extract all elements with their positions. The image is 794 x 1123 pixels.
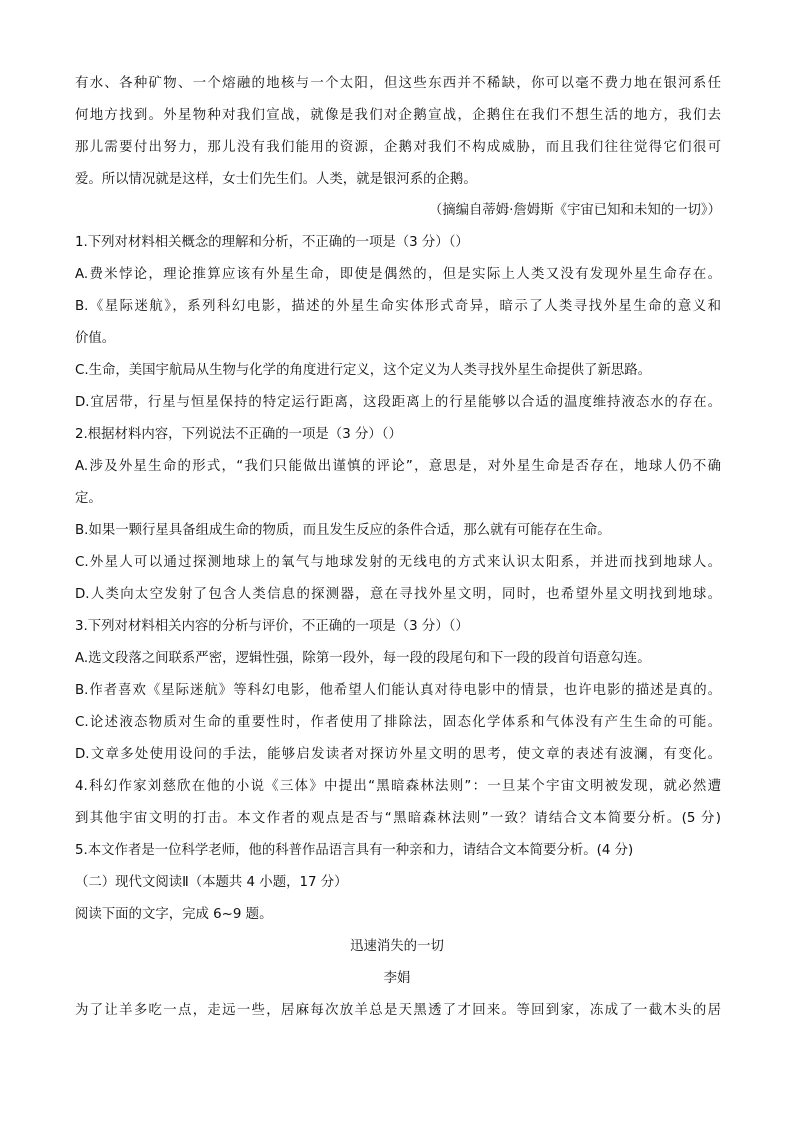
- question-2-option-a: A.涉及外星生命的形式，“我们只能做出谨慎的评论”，意思是，对外星生命是否存在，地球人仍不确: [75, 459, 721, 474]
- question-1-option-c: C.生命，美国宇航局从生物与化学的角度进行定义，这个定义为人类寻找外星生命提供了新思路。: [75, 363, 652, 378]
- question-1-option-a: A.费米悖论，理论推算应该有外星生命，即使是偶然的，但是实际上人类又没有发现外星生命存在。: [75, 267, 721, 282]
- body-line: 何地方找到。外星物种对我们宣战，就像是我们对企鹅宣战，企鹅住在我们不想生活的地方，我们去: [75, 108, 721, 123]
- article-author: 李娟: [383, 971, 411, 986]
- body-line: 那儿需要付出努力，那儿没有我们能用的资源，企鹅对我们不构成威胁，而且我们往往觉得它们很可: [75, 140, 721, 155]
- question-1-option-d: D.宜居带，行星与恒星保持的特定运行距离，这段距离上的行星能够以合适的温度维持液态水的存在。: [75, 395, 721, 410]
- question-3-option-a: A.选文段落之间联系严密，逻辑性强，除第一段外，每一段的段尾句和下一段的段首句语意勾连。: [75, 651, 651, 666]
- question-2-option-a-cont: 定。: [75, 491, 102, 506]
- question-1-option-b: B.《星际迷航》，系列科幻电影，描述的外星生命实体形式奇异，暗示了人类寻找外星生命的意义和: [75, 299, 721, 314]
- question-1-option-b-cont: 价值。: [75, 331, 116, 346]
- question-3-option-d: D.文章多处使用设问的手法，能够启发读者对探访外星文明的思考，使文章的表述有波澜，有变化。: [75, 747, 721, 762]
- section-heading: （二）现代文阅读Ⅱ（本题共 4 小题，17 分）: [75, 875, 348, 890]
- instruction: 阅读下面的文字，完成 6~9 题。: [75, 907, 273, 922]
- question-5: 5.本文作者是一位科学老师，他的科普作品语言具有一种亲和力，请结合文本简要分析。(4 分): [75, 843, 634, 858]
- question-3-option-b: B.作者喜欢《星际迷航》等科幻电影，他希望人们能认真对待电影中的情景，也许电影的描述是真的。: [75, 683, 721, 698]
- question-4-line: 到其他宇宙文明的打击。本文作者的观点是否与“黑暗森林法则”一致？请结合文本简要分析。(5 分): [75, 811, 721, 826]
- question-3-option-c: C.论述液态物质对生命的重要性时，作者使用了排除法，固态化学体系和气体没有产生生命的可能。: [75, 715, 721, 730]
- article-title: 迅速消失的一切: [350, 939, 444, 954]
- source-citation: （摘编自蒂姆·詹姆斯《宇宙已知和未知的一切》）: [428, 203, 721, 218]
- body-line: 有水、各种矿物、一个熔融的地核与一个太阳，但这些东西并不稀缺，你可以毫不费力地在银河系任: [75, 76, 721, 91]
- question-3-stem: 3.下列对材料相关内容的分析与评价，不正确的一项是（3 分）（）: [75, 619, 469, 634]
- article-body-line: 为了让羊多吃一点，走远一些，居麻每次放羊总是天黑透了才回来。等回到家，冻成了一截木头的居: [75, 1003, 721, 1018]
- question-1-stem: 1.下列对材料相关概念的理解和分析，不正确的一项是（3 分）（）: [75, 235, 469, 250]
- body-line: 爱。所以情况就是这样，女士们先生们。人类，就是银河系的企鹅。: [75, 172, 477, 187]
- question-2-option-c: C.外星人可以通过探测地球上的氧气与地球发射的无线电的方式来认识太阳系，并进而找到地球人。: [75, 555, 721, 570]
- question-4-line: 4.科幻作家刘慈欣在他的小说《三体》中提出“黑暗森林法则”：一旦某个宇宙文明被发现，就必然遭: [75, 779, 721, 794]
- question-2-stem: 2.根据材料内容，下列说法不正确的一项是（3 分）（）: [75, 427, 402, 442]
- question-2-option-b: B.如果一颗行星具备组成生命的物质，而且发生反应的条件合适，那么就有可能存在生命。: [75, 523, 611, 538]
- question-2-option-d: D.人类向太空发射了包含人类信息的探测器，意在寻找外星文明，同时，也希望外星文明找到地球。: [75, 587, 721, 602]
